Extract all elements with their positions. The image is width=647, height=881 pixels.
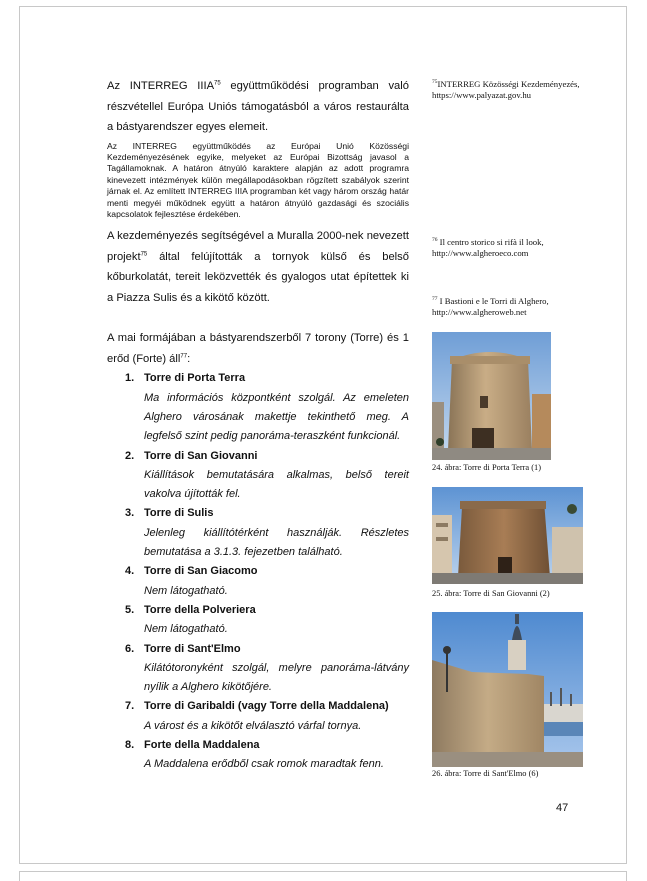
tower-title: Torre di Garibaldi (vagy Torre della Maddalena) xyxy=(144,700,389,713)
footnote-77 xyxy=(432,296,582,319)
list-number: 1. xyxy=(125,372,135,385)
footnote-number: 77 xyxy=(432,296,438,303)
paragraph-text: együttműködési programban való részvétellel Európa Uniós támogatásból a város restaurálta a bástyarendszer egyes elemeit. xyxy=(107,80,409,133)
tower-description: Kiállítások bemutatására alkalmas, belső tereit vakolva újították fel. xyxy=(144,468,409,501)
list-item xyxy=(107,504,409,562)
footnote-75 xyxy=(432,79,582,102)
paragraph-text: Az INTERREG IIIA xyxy=(107,80,215,92)
tower-title: Torre di Porta Terra xyxy=(144,372,246,385)
figure-caption: 26. ábra: Torre di Sant'Elmo (6) xyxy=(432,769,539,778)
tower-description: Ma információs központként szolgál. Az emeleten Alghero városának makettje tekinthető meg. A legfelső szint pedig panoráma-teraszként funkcionál. xyxy=(144,391,409,443)
footnote-number: 76 xyxy=(432,237,438,244)
list-number: 8. xyxy=(125,738,135,751)
paragraph-text: : xyxy=(187,352,191,365)
tower-description: A várost és a kikötőt elválasztó várfal tornya. xyxy=(144,719,362,732)
paragraph-text: A mai formájában a bástyarendszerből 7 torony (Torre) és 1 erőd (Forte) áll xyxy=(107,332,409,365)
footnote-76 xyxy=(432,237,582,260)
list-item xyxy=(107,562,409,601)
list-item xyxy=(107,640,409,698)
footnote-ref: 77 xyxy=(180,353,188,360)
tower-list xyxy=(107,369,409,774)
footnote-ref: 75 xyxy=(140,251,148,258)
list-number: 5. xyxy=(125,603,135,616)
list-number: 4. xyxy=(125,565,135,578)
list-item xyxy=(107,601,409,640)
footnote-text: I Bastioni e le Torri di Alghero, http://www.algheroweb.net xyxy=(432,296,549,318)
tower-description: Kilátótoronyként szolgál, melyre panoráma-látvány nyílik a Alghero kikötőjére. xyxy=(144,661,409,694)
tower-description: Jelenleg kiállítótérként használják. Részletes bemutatása a 3.1.3. fejezetben található. xyxy=(144,526,409,559)
figure-caption: 24. ábra: Torre di Porta Terra (1) xyxy=(432,463,541,472)
list-item xyxy=(107,369,409,446)
footnote-text: INTERREG Közösségi Kezdeményezés, https://www.palyazat.gov.hu xyxy=(432,79,580,101)
list-number: 2. xyxy=(125,449,135,462)
tower-title: Torre di San Giacomo xyxy=(144,565,258,578)
figure-caption: 25. ábra: Torre di San Giovanni (2) xyxy=(432,589,550,598)
tower-title: Torre della Polveriera xyxy=(144,603,256,616)
list-item xyxy=(107,697,409,736)
tower-title: Torre di San Giovanni xyxy=(144,449,258,462)
paragraph-interreg xyxy=(107,76,409,138)
paragraph-towers-intro xyxy=(107,328,409,369)
photo-torre-sant-elmo xyxy=(432,612,583,767)
page-number: 47 xyxy=(556,802,569,814)
main-column xyxy=(107,76,409,775)
next-page-edge xyxy=(19,871,627,881)
tower-title: Forte della Maddalena xyxy=(144,738,260,751)
list-item xyxy=(107,447,409,505)
list-number: 7. xyxy=(125,700,135,713)
paragraph-muralla xyxy=(107,226,409,308)
paragraph-interreg-note: Az INTERREG együttműködés az Európai Unió Közösségi Kezdeményezésének egyike, melyeket az Európai Bizottság javasol a Tagállamoknak. A határon átnyúló karaktere alapján az adott programra kinevezett intézmények külön megállapodásokban rögzített szabályok szerint járnak el. Az említett INTERREG IIIA programban két vagy három ország határ menti megyéi működnek együtt a határon átnyúló gazdasági és szociális kapcsolatok fejlesztése érdekében. xyxy=(107,140,409,219)
tower-title: Torre di Sulis xyxy=(144,507,214,520)
footnote-text: Il centro storico si rifà il look, http://www.algheroeco.com xyxy=(432,237,544,259)
paragraph-text: A kezdeményezés segítségével a Muralla 2000-nek nevezett projekt xyxy=(107,230,409,263)
photo-torre-porta-terra xyxy=(432,332,551,460)
paragraph-text: által felújították a tornyok külső és belső kőburkolatát, tereit leközvették és gyalogos utat építettek ki a Piazza Sulis és a kikötő között. xyxy=(107,250,409,304)
footnote-ref: 75 xyxy=(214,80,221,87)
tower-description: Nem látogatható. xyxy=(144,584,228,597)
list-number: 6. xyxy=(125,642,135,655)
footnote-number: 75 xyxy=(432,79,438,86)
list-item xyxy=(107,736,409,775)
tower-description: Nem látogatható. xyxy=(144,623,228,636)
list-number: 3. xyxy=(125,507,135,520)
tower-title: Torre di Sant'Elmo xyxy=(144,642,241,655)
tower-description: A Maddalena erődből csak romok maradtak fenn. xyxy=(144,758,384,771)
photo-torre-san-giovanni xyxy=(432,487,583,584)
